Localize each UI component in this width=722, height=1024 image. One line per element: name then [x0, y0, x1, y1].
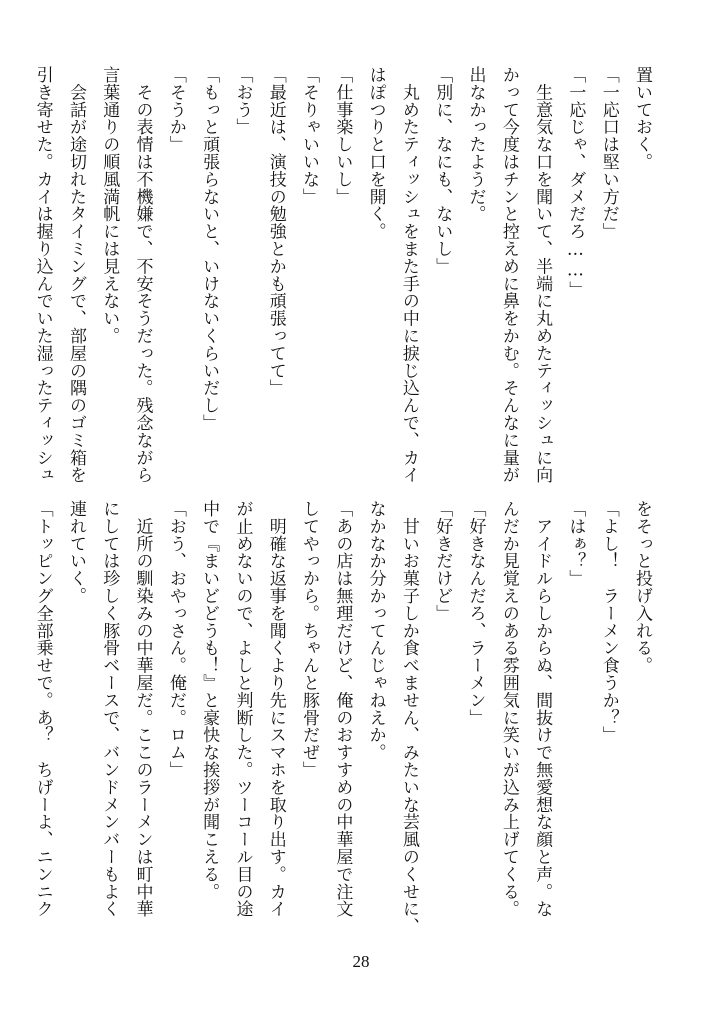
text-line: してやっから。ちゃんと豚骨だぜ」 — [299, 500, 320, 779]
text-line: 会話が途切れたタイミングで、部屋の隅のゴミ箱を — [65, 66, 86, 484]
text-line: 引き寄せた。カイは握り込んでいた湿ったティッシュ — [32, 66, 53, 484]
text-line: 「おう」 — [232, 66, 253, 136]
text-line: 「よし！ ラーメン食うか？」 — [598, 500, 619, 744]
text-line: なかなか分かってんじゃねえか。 — [365, 500, 386, 761]
text-line: その表情は不機嫌で、不安そうだった。残念ながら — [132, 66, 153, 484]
text-line: 「一応口は堅い方だ」 — [598, 66, 619, 240]
text-line: かって今度はチンと控えめに鼻をかむ。そんなに量が — [498, 66, 519, 484]
text-line: 「もっと頑張らないと、いけないくらいだし」 — [199, 66, 220, 432]
text-line: 「好きなんだろ、ラーメン」 — [465, 500, 486, 727]
text-line: はぽつりと口を開く。 — [365, 66, 386, 240]
text-line: 「おう、おやっさん。俺だ。ロム」 — [165, 500, 186, 779]
text-line: 「別に、なにも、ないし」 — [432, 66, 453, 275]
text-block-bottom — [32, 500, 658, 935]
text-line: 「最近は、演技の勉強とかも頑張ってて」 — [265, 66, 286, 397]
text-line: 「トッピング全部乗せで。あ？ ちげーよ、ニンニク — [32, 500, 53, 918]
text-line: にしては珍しく豚骨ベースで、バンドメンバーもよく — [99, 500, 120, 918]
text-block-top — [32, 66, 658, 484]
text-line: 中で『まいどどうも！』と豪快な挨拶が聞こえる。 — [199, 500, 220, 901]
text-line: 生意気な口を聞いて、半端に丸めたティッシュに向 — [532, 66, 553, 484]
text-line: 連れていく。 — [65, 500, 86, 605]
text-line: 「一応じゃ、ダメだろ……」 — [565, 66, 586, 299]
text-line: 「そりゃいいな」 — [299, 66, 320, 206]
text-line: 「仕事楽しいし」 — [332, 66, 353, 206]
text-line: アイドルらしからぬ、間抜けで無愛想な顔と声。な — [532, 500, 553, 918]
text-line: 「そうか」 — [165, 66, 186, 153]
text-line: 丸めたティッシュをまた手の中に捩じ込んで、カイ — [398, 66, 419, 484]
text-line: 出なかったようだ。 — [465, 66, 486, 223]
text-line: が止めないので、よしと判断した。ツーコール目の途 — [232, 500, 253, 918]
page-number: 28 — [352, 952, 370, 971]
text-line: 近所の馴染みの中華屋だ。ここのラーメンは町中華 — [132, 500, 153, 918]
text-line: 「好きだけど」 — [432, 500, 453, 622]
text-line: 置いておく。 — [632, 66, 652, 171]
text-line: 明確な返事を聞くより先にスマホを取り出す。カイ — [265, 500, 286, 918]
text-line: 「あの店は無理だけど、俺のおすすめの中華屋で注文 — [332, 500, 353, 918]
text-line: 甘いお菓子しか食べません、みたいな芸風のくせに、 — [398, 500, 419, 935]
text-line: をそっと投げ入れる。 — [632, 500, 652, 674]
text-line: 「はぁ？」 — [565, 500, 586, 587]
text-line: んだか見覚えのある雰囲気に笑いが込み上げてくる。 — [498, 500, 519, 918]
text-line: 言葉通りの順風満帆には見えない。 — [99, 66, 120, 345]
